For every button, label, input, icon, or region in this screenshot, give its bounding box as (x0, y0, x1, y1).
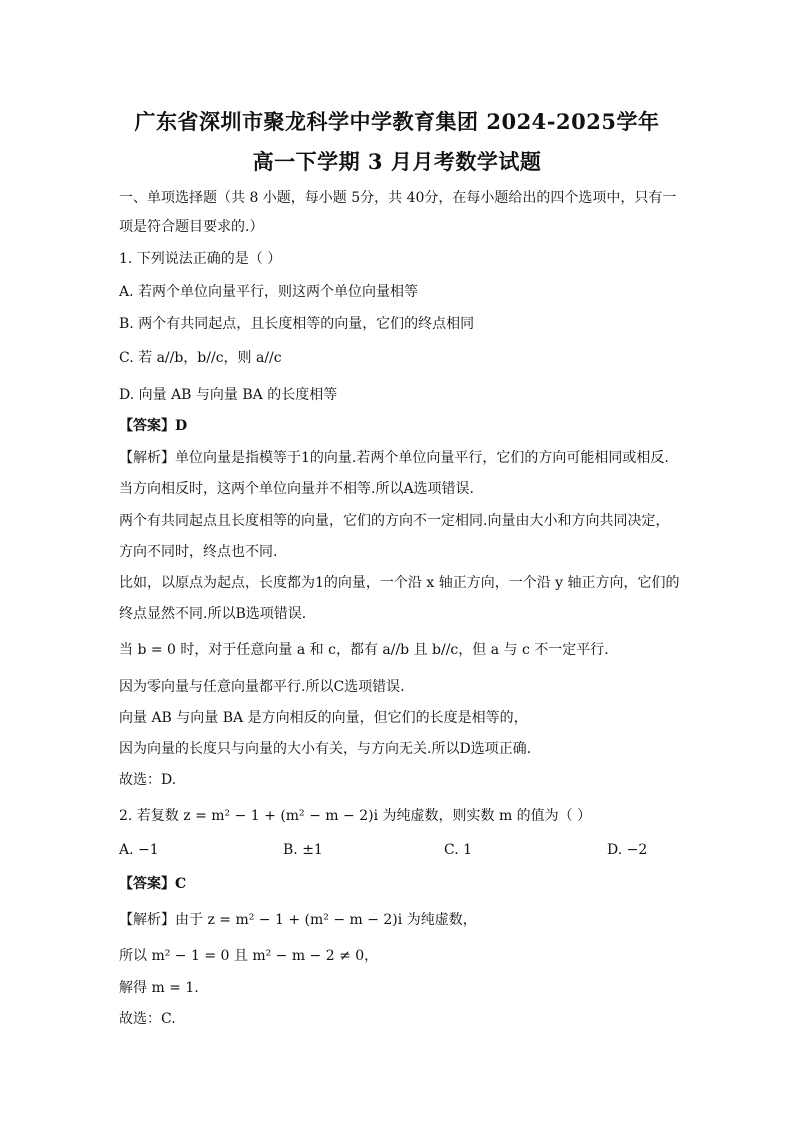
question-1-option-a: A. 若两个单位向量平行，则这两个单位向量相等 (119, 284, 419, 300)
analysis-line: 【解析】由于 z = m² − 1 + (m² − m − 2)i 为纯虚数， (119, 912, 477, 928)
question-1-stem: 1. 下列说法正确的是（ ） (119, 251, 282, 267)
analysis-line: 因为零向量与任意向量都平行.所以C选项错误. (119, 679, 405, 695)
question-1-answer: 【答案】D (119, 418, 188, 434)
question-1-option-b: B. 两个有共同起点，且长度相等的向量，它们的终点相同 (119, 316, 475, 332)
analysis-line: 【解析】单位向量是指模等于1的向量.若两个单位向量平行，它们的方向可能相同或相反. (119, 450, 669, 466)
question-2-stem: 2. 若复数 z = m² − 1 + (m² − m − 2)i 为纯虚数，则实数 m 的值为（ ） (119, 808, 592, 824)
analysis-line: 向量 AB 与向量 BA 是方向相反的向量，但它们的长度是相等的， (119, 710, 528, 726)
document-title-line2: 高一下学期 3 月月考数学试题 (252, 149, 542, 174)
question-2-option-c: C. 1 (444, 842, 473, 858)
analysis-line: 故选：C. (119, 1011, 176, 1027)
analysis-line: 故选：D. (119, 772, 177, 788)
analysis-line: 两个有共同起点且长度相等的向量，它们的方向不一定相同.向量由大小和方向共同决定， (119, 513, 670, 529)
analysis-line: 因为向量的长度只与向量的大小有关，与方向无关.所以D选项正确. (119, 741, 532, 757)
question-2-answer: 【答案】C (119, 876, 187, 892)
question-1-option-d: D. 向量 AB 与向量 BA 的长度相等 (119, 387, 338, 403)
analysis-line: 当方向相反时，这两个单位向量并不相等.所以A选项错误. (119, 481, 475, 497)
section-heading: 一、单项选择题（共 8 小题，每小题 5分，共 40分，在每小题给出的四个选项中，只有一 (119, 190, 677, 206)
analysis-line: 方向不同时，终点也不同. (119, 544, 278, 560)
analysis-line: 终点显然不同.所以B选项错误. (119, 606, 307, 622)
question-2-option-d: D. −2 (607, 842, 648, 858)
analysis-line: 比如，以原点为起点，长度都为1的向量，一个沿 x 轴正方向，一个沿 y 轴正方向，它们的 (119, 575, 680, 591)
question-2-option-a: A. −1 (119, 842, 159, 858)
section-heading-cont: 项是符合题目要求的.） (119, 219, 264, 235)
document-title-line1: 广东省深圳市聚龙科学中学教育集团 2024-2025学年 (134, 109, 660, 134)
analysis-line: 所以 m² − 1 = 0 且 m² − m − 2 ≠ 0， (119, 948, 379, 964)
question-2-option-b: B. ±1 (283, 842, 323, 858)
analysis-line: 解得 m = 1. (119, 980, 199, 996)
analysis-line: 当 b = 0 时，对于任意向量 a 和 c，都有 a//b 且 b//c，但 a 与 c 不一定平行. (119, 642, 609, 658)
question-1-option-c: C. 若 a//b，b//c，则 a//c (119, 350, 282, 366)
